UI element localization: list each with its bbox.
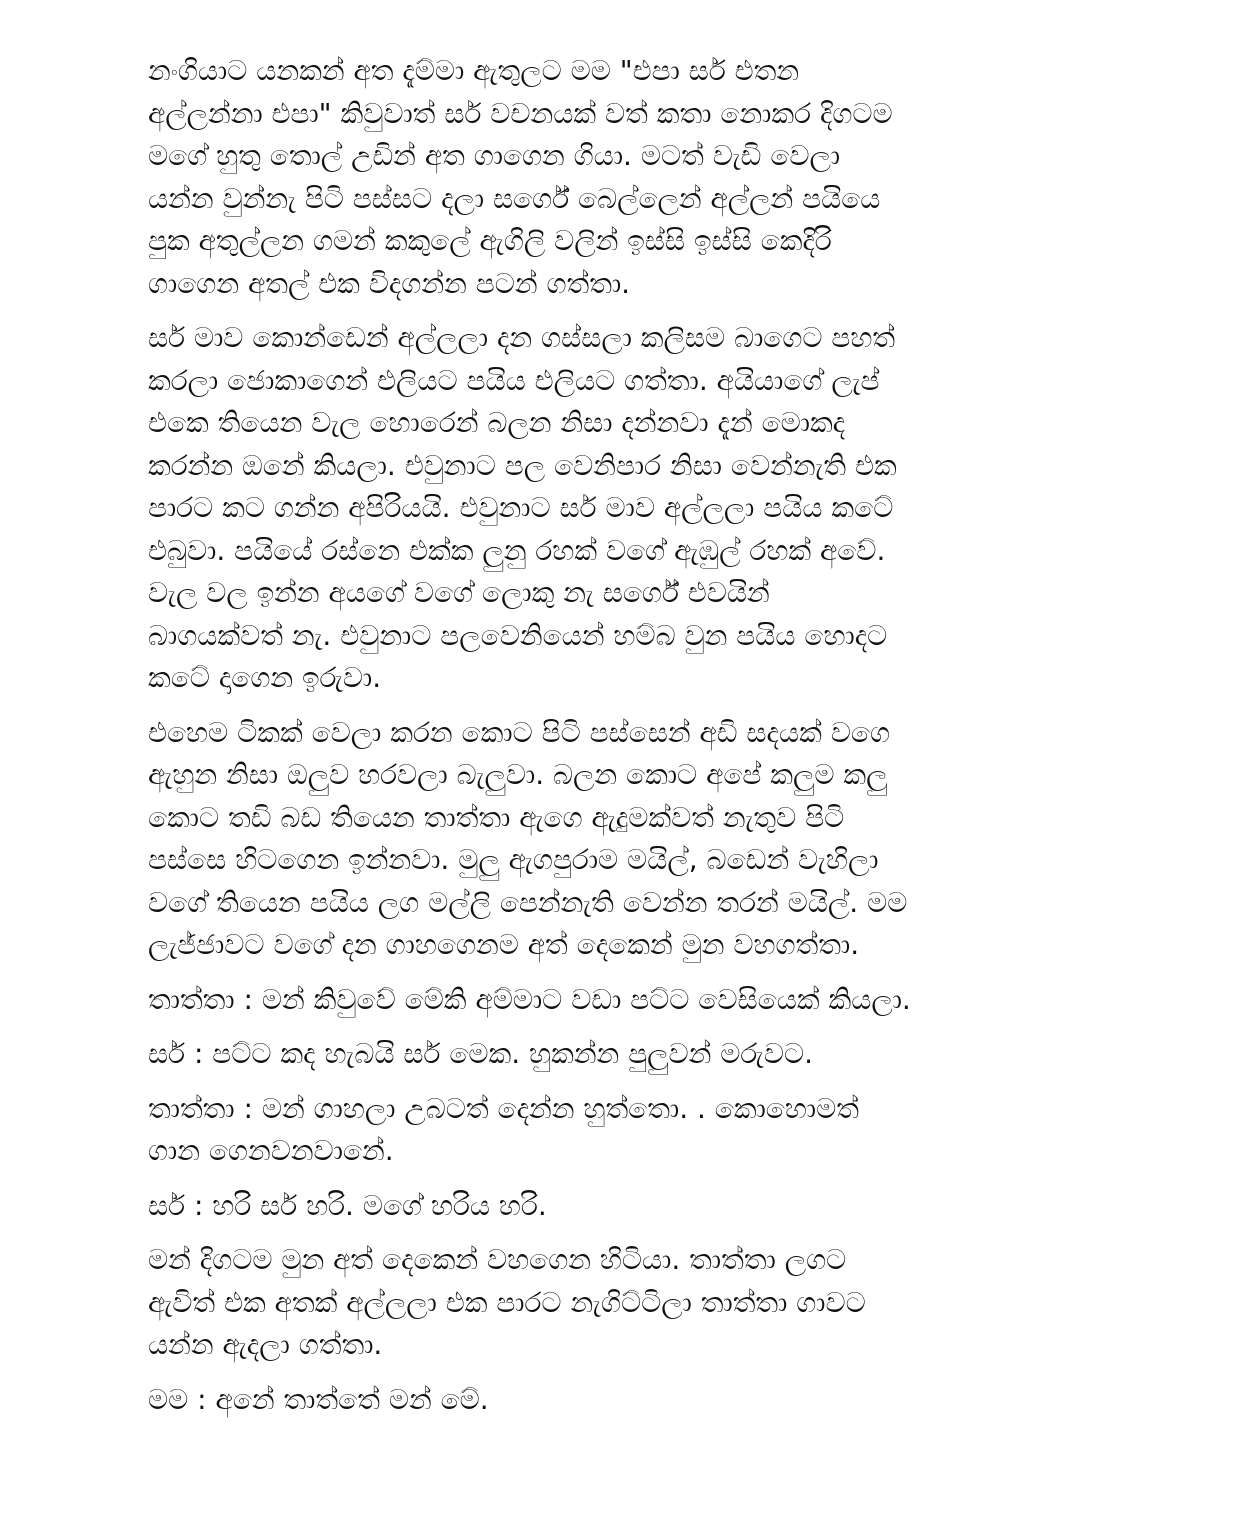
text-line: සර් : හරි සර් හරි. මගේ හරිය හරි. xyxy=(148,1188,547,1222)
paragraph-2 xyxy=(148,317,1093,700)
paragraph-3 xyxy=(148,712,1093,967)
paragraph-1 xyxy=(148,50,1093,305)
text-line: කටේ දාගෙන ඉරුවා. xyxy=(148,661,382,694)
text-line: පාරට කට ගන්න අපිරියයි. එවුනාට සර් මාව අල්ලලා පයිය කටේ xyxy=(148,491,894,524)
text-line: එකෙ තියෙන වැල හොරෙන් බලන නිසා දන්නවා දැන් මොකද xyxy=(148,406,846,439)
text-line: මගේ හුතු තොල් උඩින් අත ගාගෙන ගියා. මටත් වැඩි වෙලා xyxy=(148,139,841,172)
text-line: මන් දිගටම මුන අත් දෙකෙන් වහගෙන හිටියා. තාත්තා ලගට xyxy=(148,1243,847,1276)
dialogue-2 xyxy=(148,1033,1093,1076)
text-line: පස්සෙ හිටගෙන ඉන්නවා. මුලු ඇගපුරාම මයිල්, බඩෙන් වැහිලා xyxy=(148,843,879,876)
text-line: ලැජ්ජාවට වගේ දන ගාහගෙනම අත් දෙකෙන් මුන වහගත්තා. xyxy=(148,928,860,961)
text-line: ගාගෙන අතල් එක විදගන්න පටන් ගත්තා. xyxy=(148,266,631,300)
text-line: යන්න ඇදලා ගත්තා. xyxy=(148,1328,383,1361)
text-line: නංගියාට යනකන් අත දැම්මා ඇතුලට මම "එපා සර් එතන xyxy=(148,54,800,87)
text-line: එබුවා. පයියේ රස්නෙ එක්ක ලුනු රහක් වගේ ඇඹුල් රහක් අවේ. xyxy=(148,533,886,567)
text-line: ඇහුන නිසා ඔලුව හරවලා බැලුවා. බලන කොට අපේ කලුම කලු xyxy=(148,758,888,791)
text-line: සර් මාව කොන්ඩෙන් අල්ලලා දන ගස්සලා කලිසම බාගෙට පහත් xyxy=(148,321,896,354)
document-page xyxy=(148,50,1093,1433)
dialogue-4 xyxy=(148,1185,1093,1228)
text-line: යන්න වුන්නැ පිටි පස්සට දලා සර්ගේ බෙල්ලෙන් අල්ලන් පයියෙ xyxy=(148,181,881,215)
text-line: තාත්තා : මන් කිවුවේ මේකි අම්මාට වඩා පට්ට වෙසියෙක් කියලා. xyxy=(148,982,911,1016)
text-line: අල්ලන්නා එපා" කිවුවාත් සර් වචනයක් වත් කතා නොකර දිගටම xyxy=(148,96,893,130)
text-line: වැල වල ඉන්න අයගේ වගේ ලොකු නැ සර්ගේ එවයින් xyxy=(148,576,770,609)
text-line: පුක අතුල්ලන ගමන් කකුලේ ඇගිලි වලින් ඉස්සි ඉස්සි කෙදිරි xyxy=(148,224,832,257)
paragraph-4 xyxy=(148,1239,1093,1367)
text-line: තාත්තා : මන් ගාහලා උබටත් දෙන්න හුත්තො. . කොහොමත් xyxy=(148,1091,859,1125)
text-line: එහෙම ටිකක් වෙලා කරන කොට පිටි පස්සෙන් අඩි සදයක් වගෙ xyxy=(148,715,890,749)
dialogue-1 xyxy=(148,979,1093,1022)
dialogue-5 xyxy=(148,1379,1093,1422)
text-line: සර් : පට්ට කද හැබයි සර් මෙක. හුකන්න පුලුවන් මරුවට. xyxy=(148,1037,813,1070)
text-line: මම : අනේ තාත්තේ මන් මේ. xyxy=(148,1382,489,1416)
text-line: කරලා ජොකාගෙන් එලියට පයිය එලියට ගත්තා. අයියාගේ ලැප් xyxy=(148,363,880,397)
text-line: කරන්න ඔනේ කියලා. එවුනාට පල වෙනිපාර නිසා වෙන්නැති එක xyxy=(148,448,897,482)
dialogue-3 xyxy=(148,1088,1093,1173)
text-line: වගේ තියෙන පයිය ලග මල්ලි පෙන්නැති වෙන්න තරන් මයිල්. මම xyxy=(148,885,908,919)
text-line: ඇවිත් එක අතක් අල්ලලා එක පාරට නැගිට්ටිලා තාත්තා ගාවට xyxy=(148,1285,866,1319)
text-line: බාගයක්වත් නැ. එවුනාට පලවෙනියෙන් හම්බ වුන පයිය හොදට xyxy=(148,618,888,652)
text-line: ගාන ගෙනවනවානේ. xyxy=(148,1134,394,1167)
text-line: කොට තඩි බඩ තියෙන තාත්තා ඇගෙ ඇදුමක්වත් නැතුව පිටි xyxy=(148,800,845,834)
